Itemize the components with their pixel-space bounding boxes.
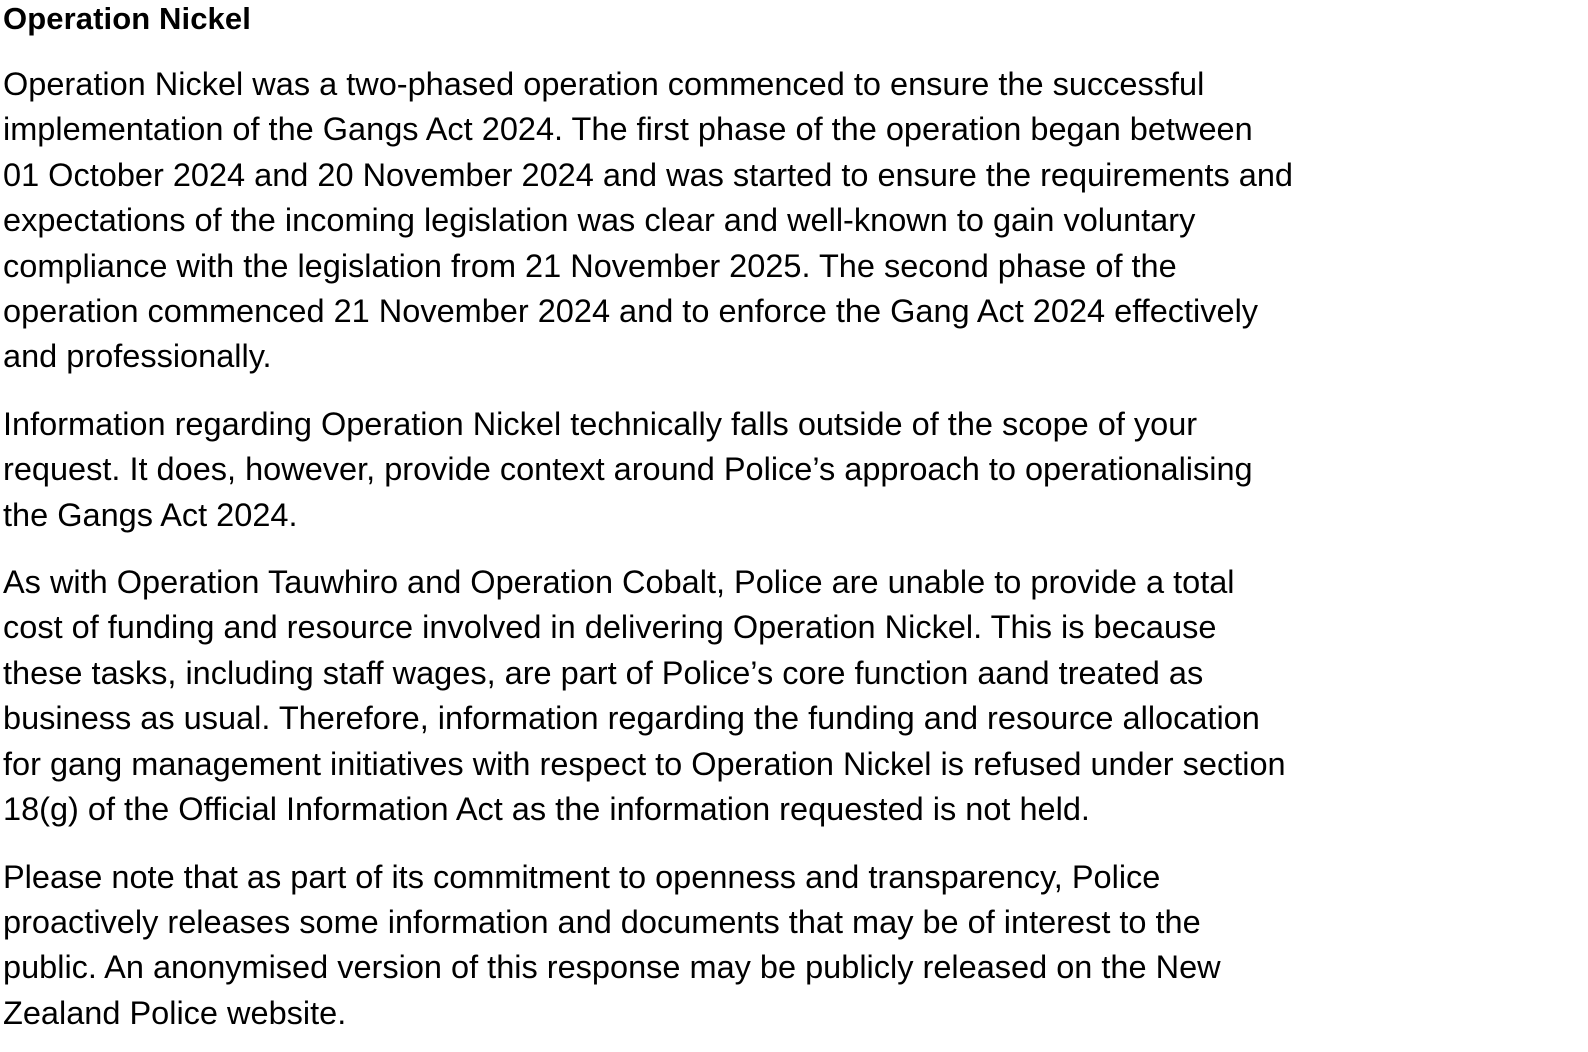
text-line: public. An anonymised version of this response may be publicly released on the New [3,949,1221,986]
paragraph-scope-note [3,402,1583,538]
text-line: and professionally. [3,338,272,375]
text-line: request. It does, however, provide context around Police’s approach to operationalising [3,451,1253,488]
text-line: Please note that as part of its commitment to openness and transparency, Police [3,858,1161,895]
section-heading: Operation Nickel [3,1,251,36]
paragraph-operation-summary [3,62,1583,380]
text-line: business as usual. Therefore, information regarding the funding and resource allocation [3,700,1260,737]
text-line: Operation Nickel was a two-phased operation commenced to ensure the successful [3,66,1205,102]
text-line: Information regarding Operation Nickel technically falls outside of the scope of your [3,405,1198,442]
text-line: proactively releases some information and documents that may be of interest to the [3,903,1201,940]
text-line: these tasks, including staff wages, are part of Police’s core function aand treated as [3,654,1204,691]
text-line: cost of funding and resource involved in delivering Operation Nickel. This is because [3,609,1217,646]
document-page [3,0,1583,1036]
text-line: 18(g) of the Official Information Act as the information requested is not held. [3,791,1090,828]
text-line: 01 October 2024 and 20 November 2024 and was started to ensure the requirements and [3,156,1293,193]
text-line: expectations of the incoming legislation was clear and well-known to gain voluntary [3,202,1196,239]
text-line: implementation of the Gangs Act 2024. The first phase of the operation began between [3,111,1253,148]
paragraph-funding-refusal [3,560,1583,832]
text-line: the Gangs Act 2024. [3,496,298,533]
text-line: Zealand Police website. [3,994,347,1031]
text-line: for gang management initiatives with respect to Operation Nickel is refused under section [3,745,1286,782]
text-line: As with Operation Tauwhiro and Operation Cobalt, Police are unable to provide a total [3,564,1235,601]
paragraph-proactive-release [3,855,1583,1037]
text-line: operation commenced 21 November 2024 and to enforce the Gang Act 2024 effectively [3,293,1259,330]
text-line: compliance with the legislation from 21 November 2025. The second phase of the [3,247,1177,284]
